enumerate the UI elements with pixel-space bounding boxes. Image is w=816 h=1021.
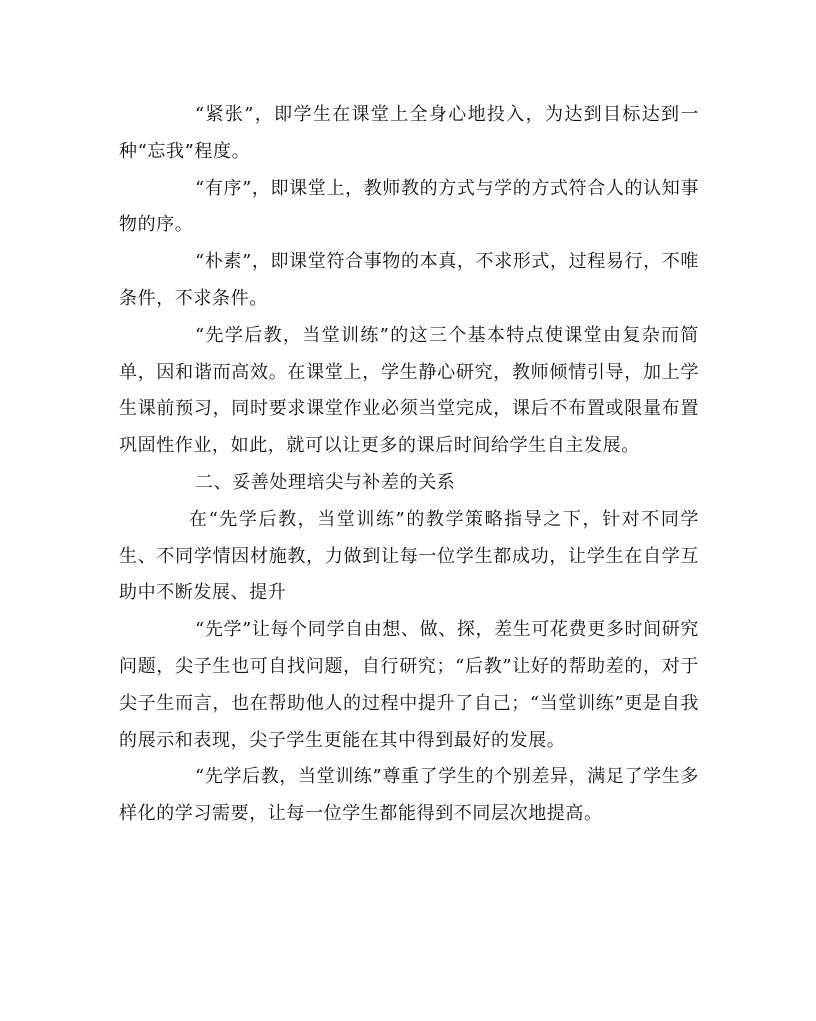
paragraph-pusu: “朴素”，即课堂符合事物的本真，不求形式，过程易行，不唯条件，不求条件。 xyxy=(119,251,699,309)
paragraph-teaching-strategy: 在“先学后教，当堂训练”的教学策略指导之下，针对不同学生、不同学情因材施教，力做到让每一位学生都成功，让学生在自学互助中不断发展、提升 xyxy=(119,508,699,604)
paragraph-xianxue: “先学”让每个同学自由想、做、探，差生可花费更多时间研究问题，尖子生也可自找问题，自行研究；“后教”让好的帮助差的，对于尖子生而言，也在帮助他人的过程中提升了自己；“当堂训练”更是自我的展示和表现，尖子学生更能在其中得到最好的发展。 xyxy=(119,619,699,751)
paragraph-features-summary: “先学后教，当堂训练”的这三个基本特点使课堂由复杂而简单，因和谐而高效。在课堂上，学生静心研究，教师倾情引导，加上学生课前预习，同时要求课堂作业必须当堂完成，课后不布置或限量布置巩固性作业，如此，就可以让更多的课后时间给学生自主发展。 xyxy=(119,324,699,457)
paragraph-jinzhang: “紧张”，即学生在课堂上全身心地投入，为达到目标达到一种“忘我”程度。 xyxy=(119,104,699,162)
paragraph-youxu: “有序”，即课堂上，教师教的方式与学的方式符合人的认知事物的序。 xyxy=(119,177,699,236)
document-body xyxy=(119,97,699,833)
paragraph-conclusion: “先学后教，当堂训练”尊重了学生的个别差异，满足了学生多样化的学习需要，让每一位学生都能得到不同层次地提高。 xyxy=(119,766,699,825)
section-heading: 二、妥善处理培尖与补差的关系 xyxy=(195,471,456,493)
